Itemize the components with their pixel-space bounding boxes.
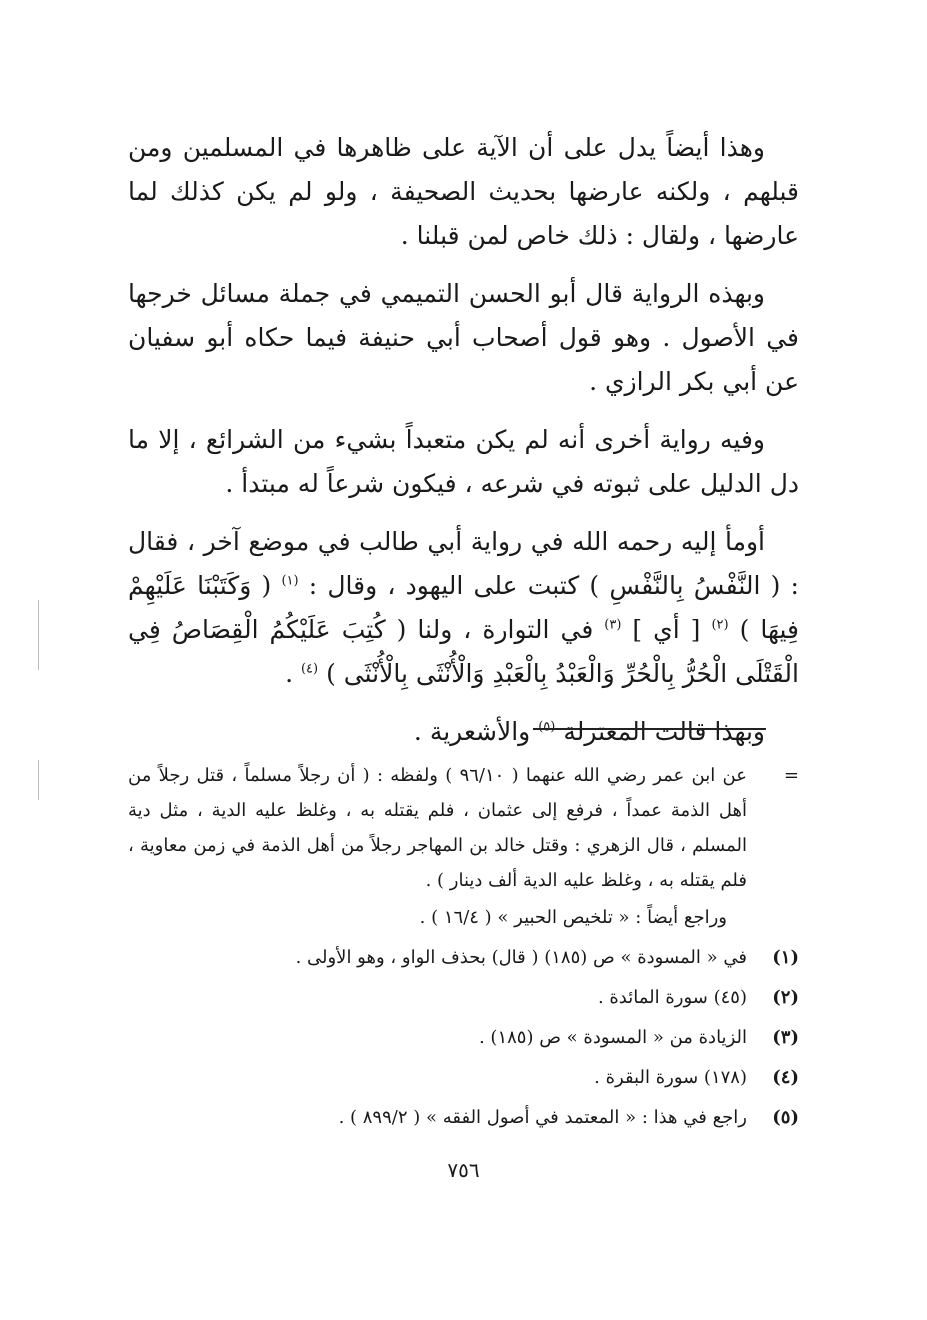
continuation-mark: =	[783, 765, 799, 786]
footnote-number: (١)	[772, 947, 799, 968]
p4-text-a: أومأ إليه رحمه الله في رواية أبي طالب في موضع آخر ، فقال : ( النَّفْسُ بِالنَّفْسِ ) كتبت على اليهود ، وقال :	[128, 527, 799, 600]
scan-edge-mark-2	[38, 760, 39, 800]
paragraph-4	[128, 520, 799, 696]
page-number: ٧٥٦	[447, 1158, 480, 1182]
footnote-text: (٤٥) سورة المائدة .	[597, 987, 747, 1008]
footnote-5	[128, 1100, 799, 1135]
p4-text-c: [ أي ]	[632, 615, 701, 644]
footnote-2	[128, 980, 799, 1015]
footnote-ref-4[interactable]: (٤)	[300, 661, 319, 677]
footnote-separator	[533, 728, 766, 730]
p5-text-a: وبهذا قالت المعتزلة	[563, 717, 765, 746]
footnotes	[128, 758, 799, 1135]
footnote-ref-2[interactable]: (٢)	[711, 617, 729, 633]
footnote-ref-3[interactable]: (٣)	[604, 617, 622, 633]
see-also-text: وراجع أيضاً : « تلخيص الحبير » ( ١٦/٤ ) .	[419, 907, 727, 928]
footnote-text: راجع في هذا : « المعتمد في أصول الفقه » ( ٨٩٩/٢ ) .	[338, 1107, 747, 1128]
footnote-text: في « المسودة » ص (١٨٥) ( قال) بحذف الواو ، وهو الأولى .	[295, 947, 747, 968]
paragraph-5	[128, 710, 799, 754]
main-text	[128, 126, 799, 768]
p4-text-e: .	[285, 659, 294, 688]
footnote-ref-1[interactable]: (١)	[281, 573, 299, 589]
footnote-number: (٤)	[772, 1067, 799, 1088]
footnote-3	[128, 1020, 799, 1055]
footnote-number: (٣)	[772, 1027, 799, 1048]
paragraph-1: وهذا أيضاً يدل على أن الآية على ظاهرها في المسلمين ومن قبلهم ، ولكنه عارضها بحديث الصحيفة ، ولو لم يكن كذلك لما عارضها ، ولقال : ذلك خاص لمن قبلنا .	[128, 133, 799, 250]
scan-edge-mark	[38, 600, 39, 670]
footnote-1	[128, 940, 799, 975]
footnote-continuation	[128, 758, 799, 935]
p5-text-b: والأشعرية .	[413, 717, 531, 746]
continuation-text: عن ابن عمر رضي الله عنهما ( ٩٦/١٠ ) ولفظه : ( أن رجلاً مسلماً ، قتل رجلاً من أهل الذمة عمداً ، فرفع إلى عثمان ، فلم يقتله به ، وغلظ عليه الدية ، مثل دية المسلم ، قال الزهري : وقتل خالد بن المهاجر رجلاً من أهل الذمة في زمن معاوية ، فلم يقتله به ، وغلظ عليه الدية ألف دينار ) .	[128, 765, 747, 891]
quran-verse-1: ( وَكَتَبْنَا عَلَيْهِمْ فِيهَا )	[128, 571, 799, 644]
footnote-number: (٢)	[772, 987, 799, 1008]
footnote-text: الزيادة من « المسودة » ص (١٨٥) .	[478, 1027, 747, 1048]
quran-verse-2: في التوارة ، ولنا ( كُتِبَ عَلَيْكُمُ الْقِصَاصُ فِي الْقَتْلَى الْحُرُّ بِالْحُرِّ وَالْعَبْدُ بِالْعَبْدِ وَالْأُنْثَى بِالْأُنْثَى )	[128, 615, 799, 688]
footnote-number: (٥)	[772, 1107, 799, 1128]
paragraph-2: وبهذه الرواية قال أبو الحسن التميمي في جملة مسائل خرجها في الأصول . وهو قول أصحاب أبي حنيفة فيما حكاه أبو سفيان عن أبي بكر الرازي .	[128, 279, 799, 396]
footnote-text: (١٧٨) سورة البقرة .	[594, 1067, 747, 1088]
footnote-ref-5[interactable]: (٥)	[538, 719, 556, 735]
paragraph-3: وفيه رواية أخرى أنه لم يكن متعبداً بشيء من الشرائع ، إلا ما دل الدليل على ثبوته في شرعه ، فيكون شرعاً له مبتدأ .	[128, 425, 799, 498]
footnote-4	[128, 1060, 799, 1095]
